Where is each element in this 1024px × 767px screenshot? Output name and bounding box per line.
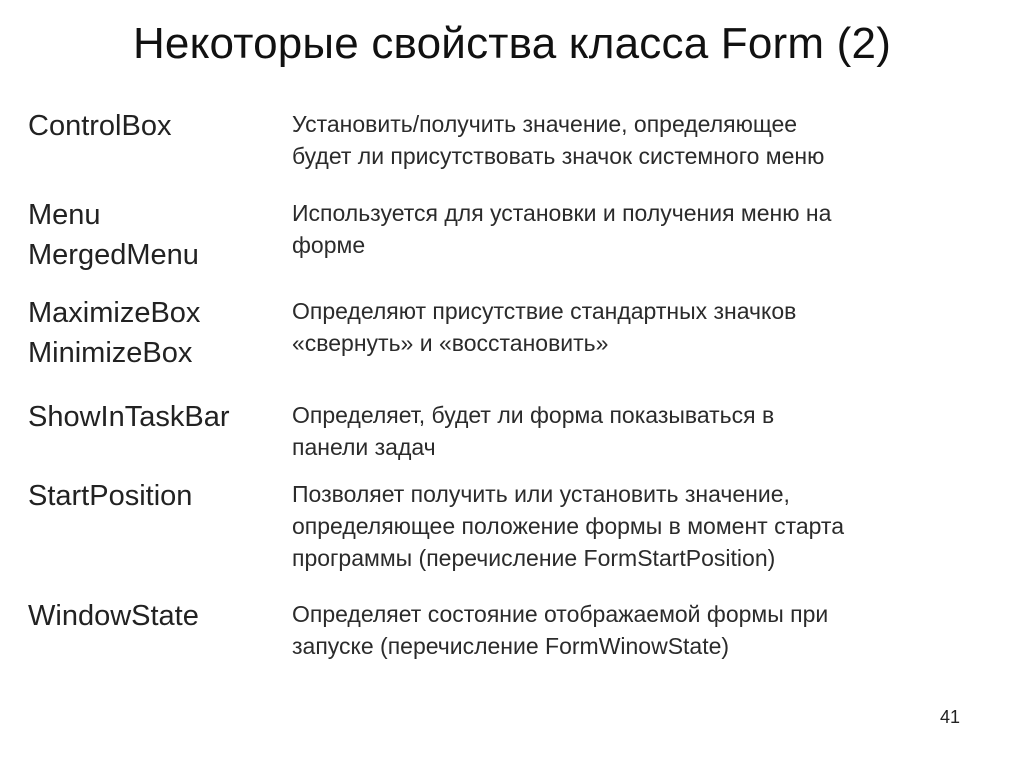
property-name-text: ControlBox <box>28 110 172 142</box>
property-name-text: StartPosition <box>28 480 193 512</box>
property-name <box>28 106 278 146</box>
property-name <box>28 397 278 437</box>
description-line: Установить/получить значение, определяющее <box>292 111 798 137</box>
property-name-text: MergedMenu <box>28 239 199 271</box>
property-description <box>292 598 1002 662</box>
property-name <box>28 476 278 516</box>
description-line: форме <box>292 232 366 258</box>
description-line: запуске (перечисление FormWinowState) <box>292 633 730 659</box>
property-description <box>292 108 1002 172</box>
description-line: Определяет, будет ли форма показываться в <box>292 402 775 428</box>
property-name <box>28 596 278 636</box>
slide-title: Некоторые свойства класса Form (2) <box>132 19 892 68</box>
description-line: Используется для установки и получения меню на <box>292 200 832 226</box>
description-line: будет ли присутствовать значок системного меню <box>292 143 825 169</box>
description-line: «свернуть» и «восстановить» <box>292 330 609 356</box>
description-line: Позволяет получить или установить значение, <box>292 481 790 507</box>
description-line: определяющее положение формы в момент старта <box>292 513 844 539</box>
property-name <box>28 293 278 373</box>
property-description <box>292 399 1002 463</box>
description-line: панели задач <box>292 434 436 460</box>
description-line: Определяют присутствие стандартных значков <box>292 298 797 324</box>
property-name-text: MaximizeBox <box>28 297 201 329</box>
property-name-text: Menu <box>28 199 101 231</box>
property-description <box>292 295 1002 359</box>
property-name-text: ShowInTaskBar <box>28 401 230 433</box>
property-description <box>292 478 1002 574</box>
property-name <box>28 195 278 275</box>
page-number: 41 <box>939 707 961 727</box>
description-line: программы (перечисление FormStartPosition) <box>292 545 776 571</box>
description-line: Определяет состояние отображаемой формы при <box>292 601 829 627</box>
property-description <box>292 197 1002 261</box>
property-name-text: WindowState <box>28 600 199 632</box>
property-name-text: MinimizeBox <box>28 337 193 369</box>
